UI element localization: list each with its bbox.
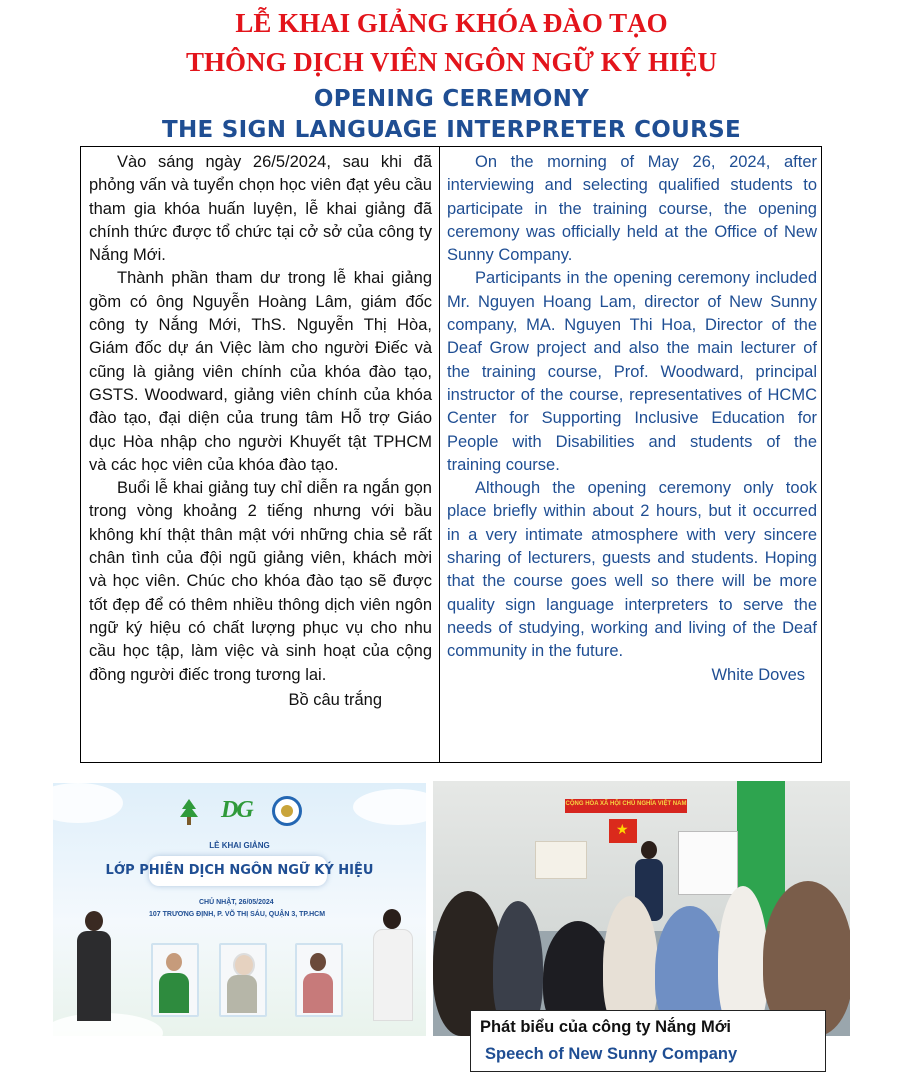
title-en-line1: OPENING CEREMONY [313, 86, 590, 112]
article-vi-signature: Bồ câu trắng [288, 690, 382, 709]
portrait-frame [295, 943, 343, 1017]
ceremony-photo [433, 781, 850, 1036]
article-vi-paragraph: Buổi lễ khai giảng tuy chỉ diễn ra ngắn gọn trong vòng khoảng 2 tiếng nhưng với bầu không khí thật thân mật với những chia sẻ rất chân tình của đội ngũ giảng viên, khách mời và học viên. Chúc cho khóa đào tạo sẽ được tốt đẹp để có thêm nhiều thông dịch viên ngôn ngữ ký hiệu có chất lượng phục vụ cho nhu cầu học tập, làm việc và sinh hoạt của cộng đồng người điếc trong tương lai. [89, 479, 432, 684]
article-en-paragraph: Although the opening ceremony only took place briefly within about 2 hours, but it occurred in a very intimate atmosphere with very sincere sharing of lecturers, guests and students. Hoping that the course goes well so there will be more quality sign language interpreters to serve the needs of studying, working and living of the Deaf community in the future. [447, 479, 817, 661]
title-vi-line1: LỄ KHAI GIẢNG KHÓA ĐÀO TẠO [235, 8, 668, 38]
deaf-grow-logo-icon: DG [221, 797, 252, 823]
article-en-signature: White Doves [711, 665, 805, 684]
photo-wall-poster [535, 841, 587, 879]
poster-subtitle: LỄ KHAI GIẢNG [209, 841, 270, 850]
caption-vi: Phát biểu của công ty Nắng Mới [480, 1018, 732, 1036]
portrait-frame [151, 943, 199, 1017]
bilingual-article-table [80, 146, 822, 763]
vietnam-flag-icon [609, 819, 637, 843]
poster-logos [53, 791, 426, 831]
new-sunny-logo-icon [176, 797, 202, 827]
photo-caption [470, 1010, 826, 1072]
article-vi-paragraph: Thành phần tham dư trong lễ khai giảng gồm có ông Nguyễn Hoàng Lâm, giám đốc công ty Nắng Mới, ThS. Nguyễn Thị Hòa, Giám đốc dự án Việc làm cho người Điếc và cũng là giảng viên chính của khóa đào tạo, GSTS. Woodward, giảng viên chính của khóa đào tạo, đại diện của trung tâm Hỗ trợ Giáo dục Hòa nhập cho người Khuyết tật TPHCM và các học viên của khóa đào tạo. [89, 269, 432, 474]
speaker-head [641, 841, 657, 859]
title-en-line2: THE SIGN LANGUAGE INTERPRETER COURSE [161, 117, 742, 143]
title-vi-line2: THÔNG DỊCH VIÊN NGÔN NGỮ KÝ HIỆU [185, 47, 718, 77]
photo-banner-text: CỘNG HÒA XÃ HỘI CHỦ NGHĨA VIỆT NAM [565, 801, 687, 807]
article-vi-column [89, 151, 432, 712]
caption-en: Speech of New Sunny Company [485, 1045, 738, 1063]
article-en-paragraph: Participants in the opening ceremony included Mr. Nguyen Hoang Lam, director of New Sunny company, MA. Nguyen Thi Hoa, Director of the Deaf Grow project and also the main lecturer of the training course, Prof. Woodward, principal instructor of the course, representatives of HCMC Center for Supporting Inclusive Education for People with Disabilities and students of the training course. [447, 269, 817, 474]
center-seal-logo-icon [272, 796, 302, 826]
article-vi-paragraph: Vào sáng ngày 26/5/2024, sau khi đã phỏng vấn và tuyển chọn học viên đạt yêu cầu tham gia khóa huấn luyện, lễ khai giảng đã chính thức được tổ chức tại cở sở của công ty Nắng Mới. [89, 153, 432, 265]
article-en-column [447, 151, 817, 687]
poster-date: CHỦ NHẬT, 26/05/2024 [199, 899, 274, 906]
poster-title: LỚP PHIÊN DỊCH NGÔN NGỮ KÝ HIỆU [105, 863, 374, 878]
article-en-paragraph: On the morning of May 26, 2024, after interviewing and selecting qualified students to participate in the training course, the opening ceremony was officially held at the Office of New Sunny Company. [447, 153, 817, 265]
column-divider [439, 147, 440, 762]
event-poster-image [53, 783, 426, 1036]
poster-address: 107 TRƯƠNG ĐỊNH, P. VÕ THỊ SÁU, QUẬN 3, TP.HCM [149, 911, 326, 918]
photo-whiteboard [678, 831, 738, 895]
portrait-frame [219, 943, 267, 1017]
